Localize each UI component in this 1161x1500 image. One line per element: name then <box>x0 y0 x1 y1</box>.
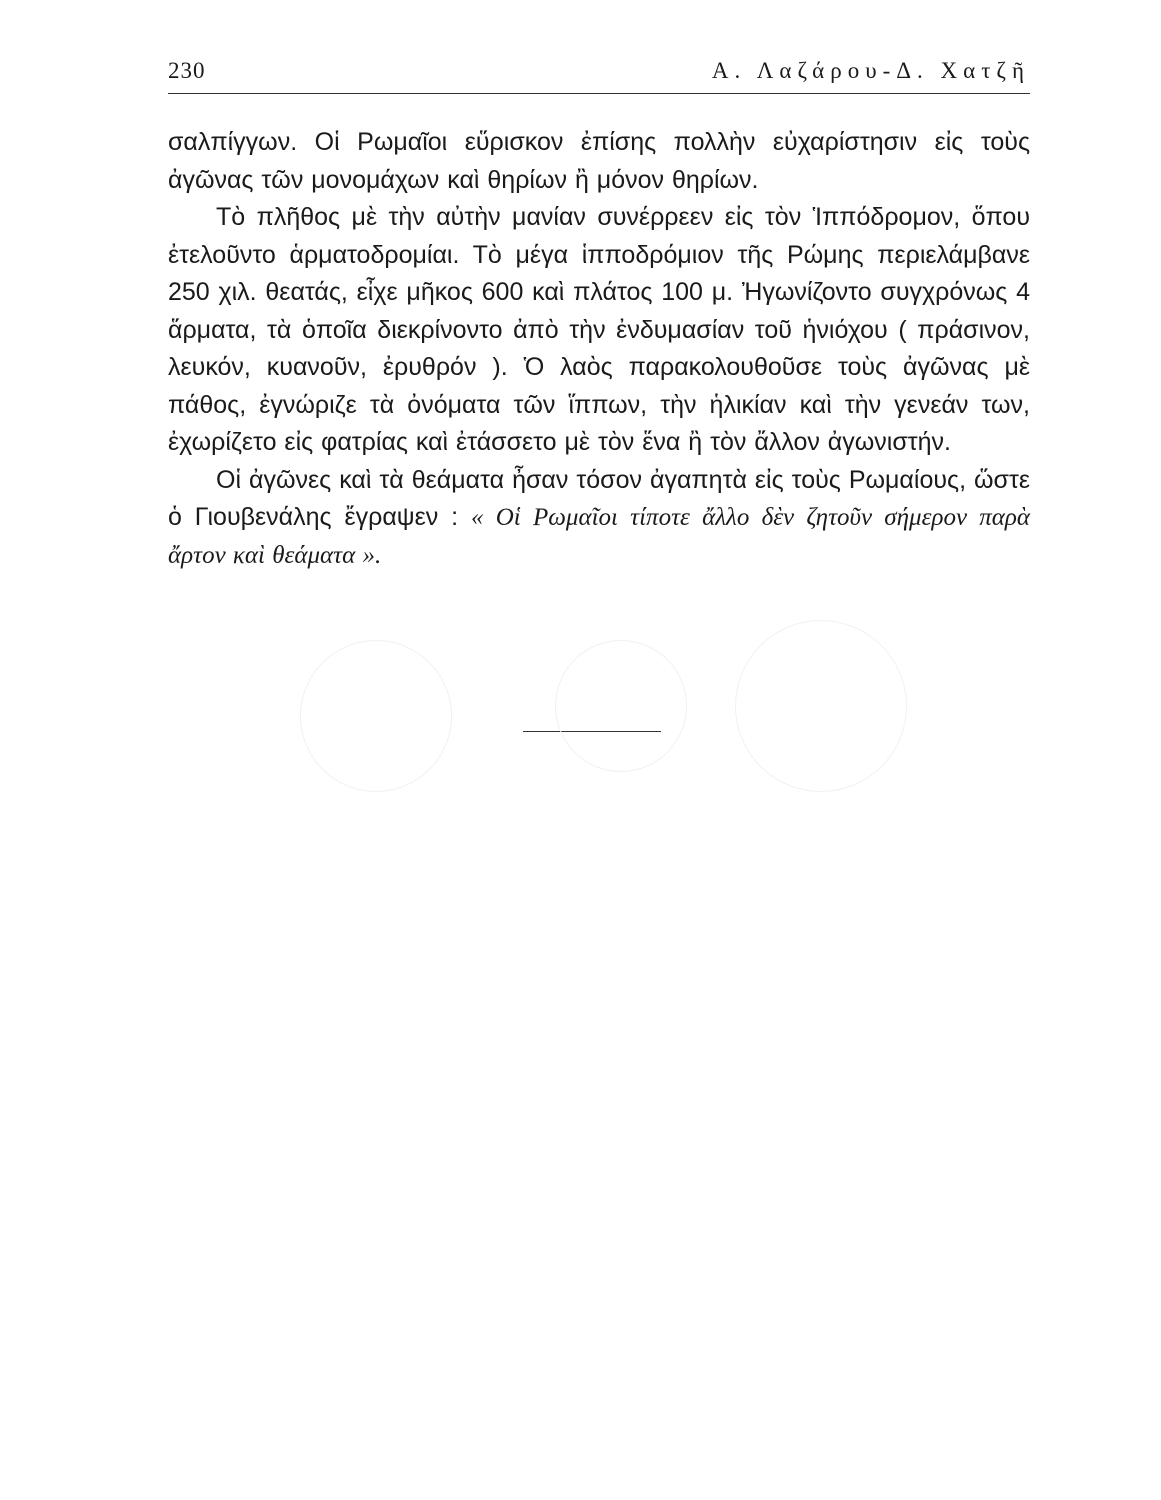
bleed-through-circle-right <box>735 620 907 792</box>
running-head: Α. Λαζάρου-Δ. Χατζῆ <box>711 58 1030 83</box>
body-text <box>168 124 1030 574</box>
juvenal-quote: « Οἱ Ρωμαῖοι τίποτε ἄλλο δὲν ζητοῦν σήμερον παρὰ ἄρτον καὶ θεάματα ». <box>168 504 1031 569</box>
paragraph-3-text: Οἱ ἀγῶνες καὶ τὰ θεάματα ἦσαν τόσον ἀγαπητὰ εἰς τοὺς Ρωμαίους, ὥστε ὁ Γιουβενάλης ἔγραψεν : <box>168 465 1030 531</box>
page-number: 230 <box>168 58 206 83</box>
paragraph-2: Τὸ πλῆθος μὲ τὴν αὐτὴν μανίαν συνέρρεεν εἰς τὸν Ἱππόδρομον, ὅπου ἐτελοῦντο ἁρματοδρομίαι. Τὸ μέγα ἱπποδρόμιον τῆς Ρώμης περιελάμβανε 250 χιλ. θεατάς, εἶχε μῆκος 600 καὶ πλάτος 100 μ. Ἠγωνίζοντο συγχρόνως 4 ἅρματα, τὰ ὁποῖα διεκρίνοντο ἀπὸ τὴν ἐνδυμασίαν τοῦ ἡνιόχου ( πράσινον, λευκόν, κυανοῦν, ἐρυθρόν ). Ὁ λαὸς παρακολουθοῦσε τοὺς ἀγῶνας μὲ πάθος, ἐγνώριζε τὰ ὀνόματα τῶν ἵππων, τὴν ἡλικίαν καὶ τὴν γενεάν των, ἐχωρίζετο εἰς φατρίας καὶ ἐτάσσετο μὲ τὸν ἕνα ἢ τὸν ἄλλον ἀγωνιστήν. <box>168 203 1030 456</box>
bleed-through-circle-left <box>300 640 452 792</box>
paragraph-1: σαλπίγγων. Οἱ Ρωμαῖοι εὕρισκον ἐπίσης πολλὴν εὐχαρίστησιν εἰς τοὺς ἀγῶνας τῶν μονομάχων καὶ θηρίων ἢ μόνον θηρίων. <box>168 128 1030 194</box>
bleed-through-circle-center <box>555 640 687 772</box>
header-rule <box>168 93 1030 94</box>
paragraph-3 <box>168 462 1030 575</box>
page-header <box>168 58 1030 92</box>
